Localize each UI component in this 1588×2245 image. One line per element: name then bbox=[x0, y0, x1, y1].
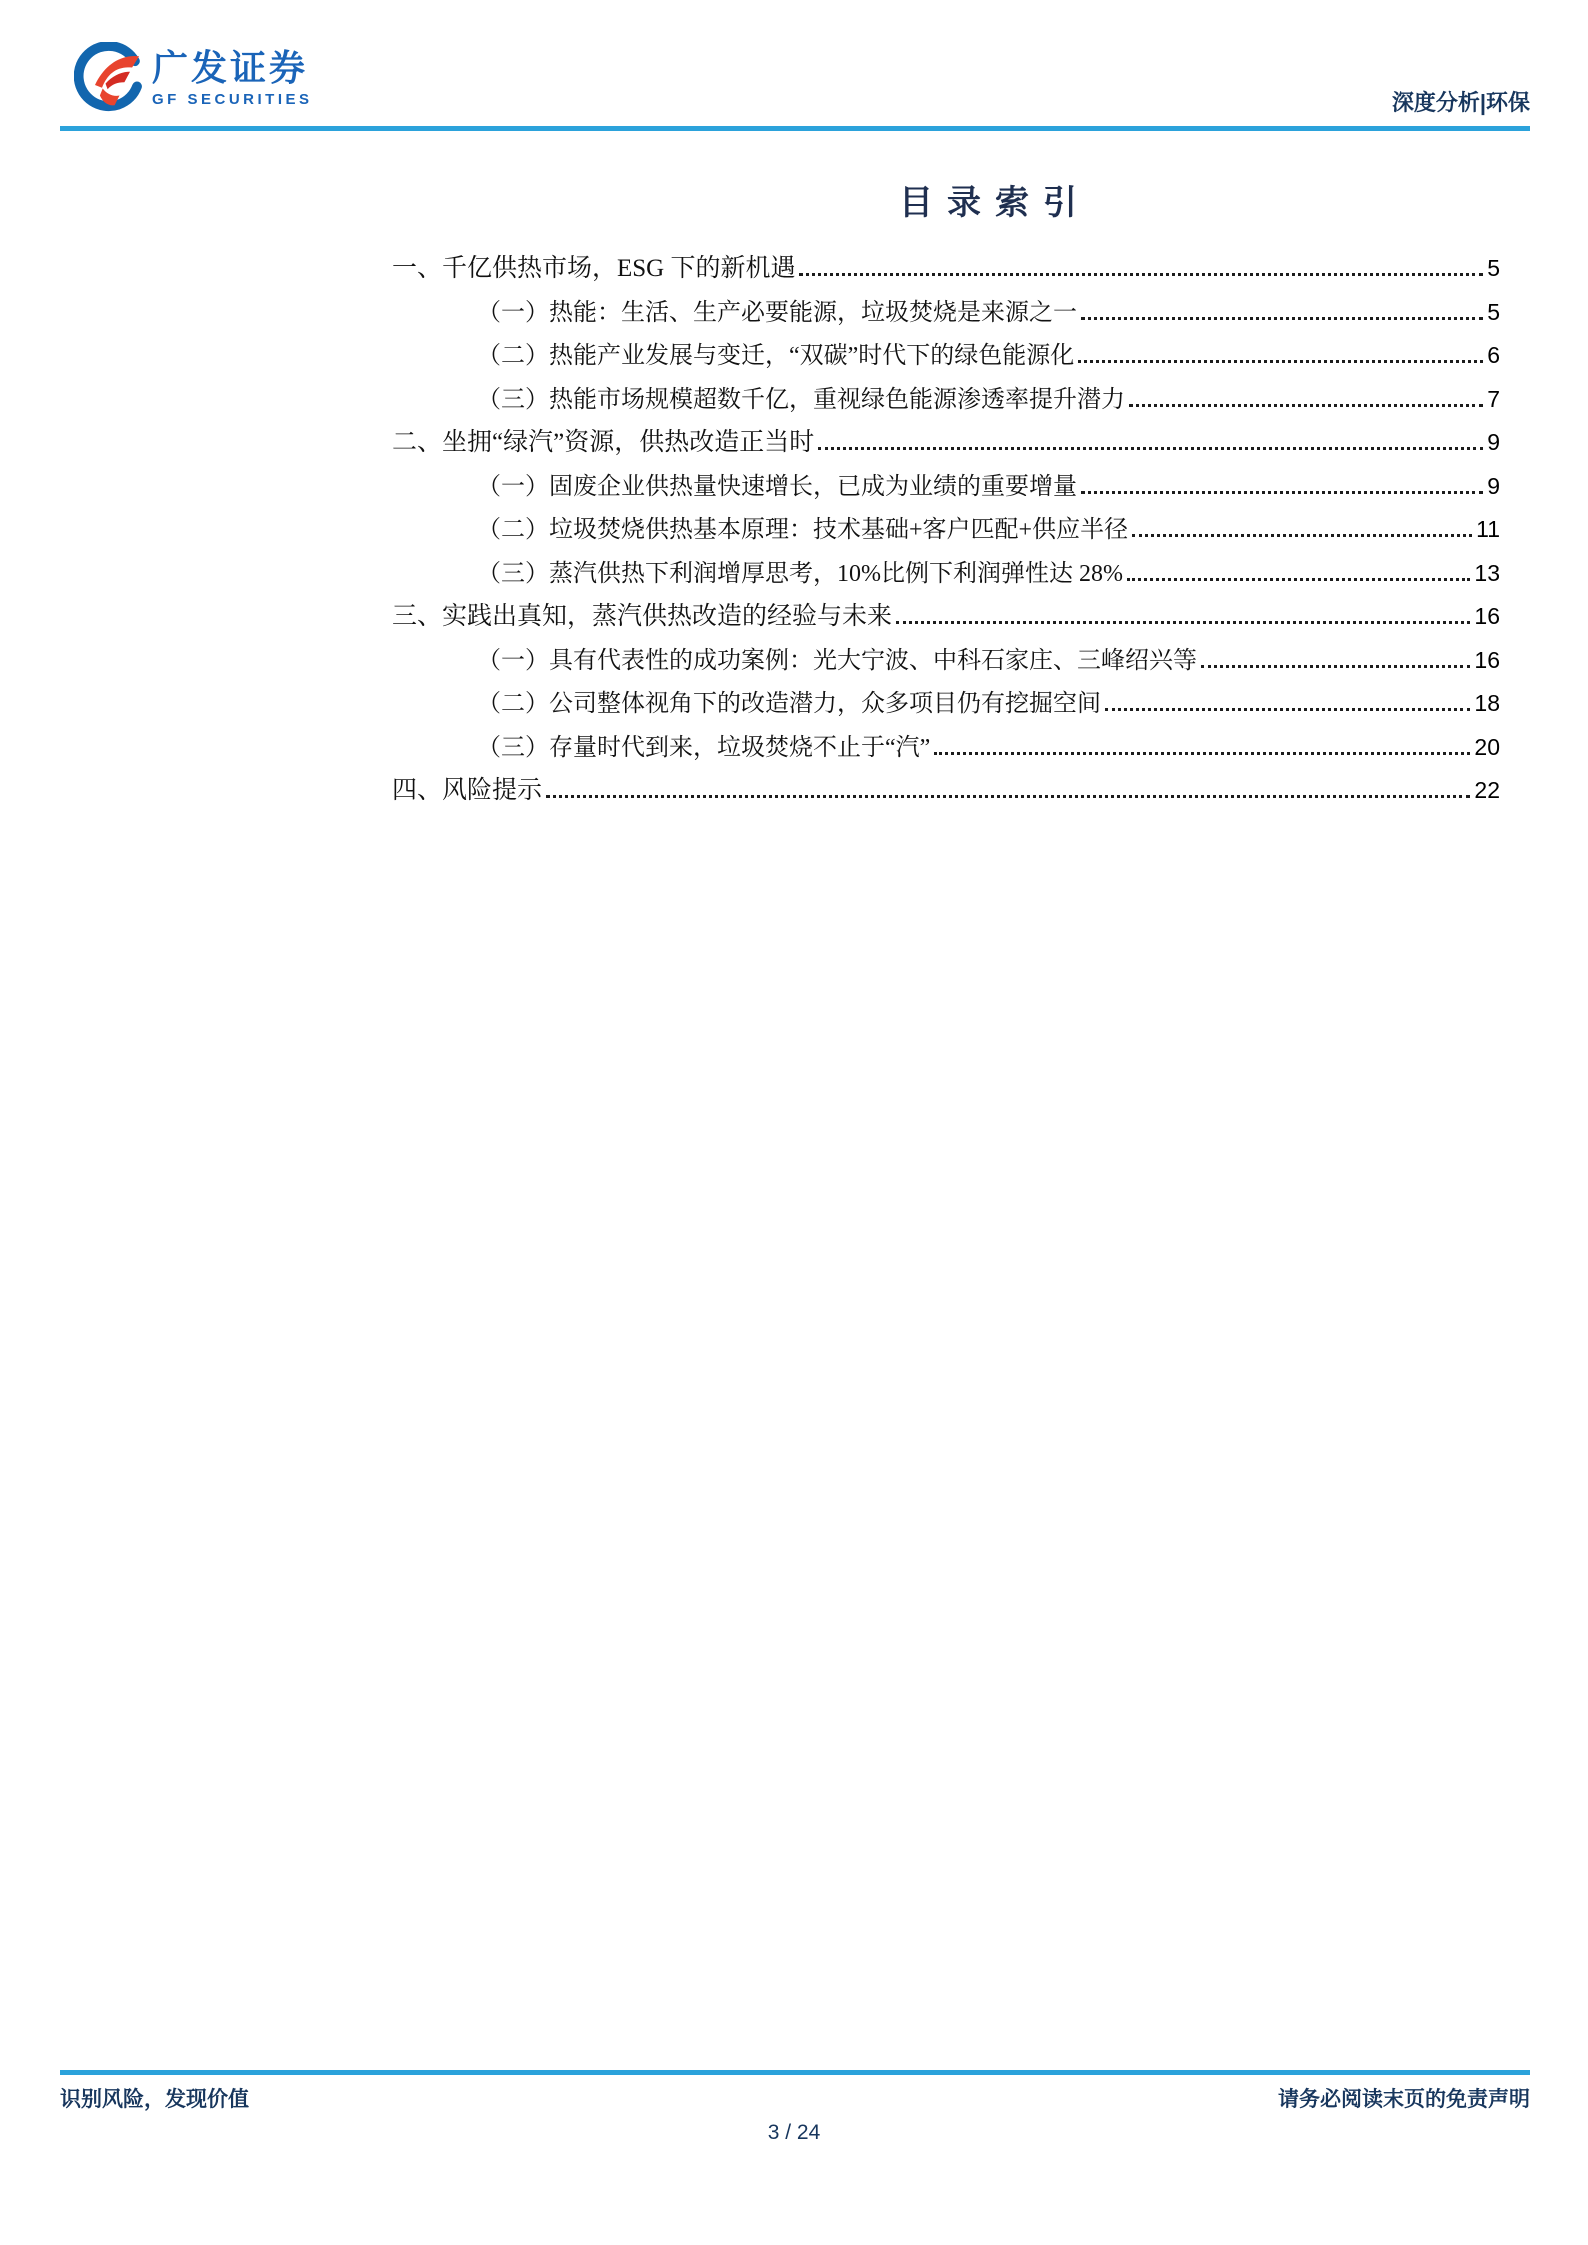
toc-entry[interactable] bbox=[392, 639, 1500, 683]
toc-entry[interactable] bbox=[392, 508, 1500, 552]
page-title: 目录索引 bbox=[899, 185, 1091, 222]
toc-entry-label: （一）具有代表性的成功案例：光大宁波、中科石家庄、三峰绍兴等 bbox=[477, 647, 1197, 674]
toc-dot-leader bbox=[934, 752, 1470, 755]
toc-entry[interactable] bbox=[392, 726, 1500, 770]
toc-dot-leader bbox=[1129, 404, 1483, 407]
toc-dot-leader bbox=[1078, 360, 1483, 363]
toc-dot-leader bbox=[1081, 317, 1483, 320]
gf-securities-logo bbox=[74, 42, 313, 114]
toc-entry-page-number: 16 bbox=[1474, 646, 1500, 673]
toc-entry-label: （三）存量时代到来，垃圾焚烧不止于“汽” bbox=[477, 734, 931, 761]
toc-entry-page-number: 16 bbox=[1474, 603, 1500, 629]
toc-dot-leader bbox=[1081, 491, 1483, 494]
toc-entry-label: （一）热能：生活、生产必要能源，垃圾焚烧是来源之一 bbox=[477, 299, 1077, 326]
toc-entry-page-number: 9 bbox=[1487, 472, 1500, 499]
footer-slogan: 识别风险，发现价值 bbox=[60, 2088, 249, 2111]
toc-entry-label: （二）垃圾焚烧供热基本原理：技术基础+客户匹配+供应半径 bbox=[477, 517, 1129, 543]
toc-entry[interactable] bbox=[392, 465, 1500, 509]
toc-entry-label: （二）热能产业发展与变迁，“双碳”时代下的绿色能源化 bbox=[477, 343, 1075, 369]
toc-dot-leader bbox=[1127, 578, 1470, 581]
toc-dot-leader bbox=[546, 795, 1470, 798]
toc-dot-leader bbox=[1105, 708, 1470, 711]
toc-dot-leader bbox=[799, 273, 1483, 276]
toc-entry[interactable] bbox=[392, 552, 1500, 596]
toc-entry[interactable] bbox=[392, 595, 1500, 639]
brand-text bbox=[152, 42, 313, 108]
footer-disclaimer-note: 请务必阅读末页的免责声明 bbox=[1278, 2088, 1530, 2111]
toc-entry[interactable] bbox=[392, 769, 1500, 813]
toc-entry-label: （三）热能市场规模超数千亿，重视绿色能源渗透率提升潜力 bbox=[477, 386, 1125, 413]
toc-entry[interactable] bbox=[392, 334, 1500, 378]
toc-dot-leader bbox=[1201, 665, 1470, 668]
toc-entry-label: 二、坐拥“绿汽”资源，供热改造正当时 bbox=[392, 429, 815, 456]
toc-entry[interactable] bbox=[392, 421, 1500, 465]
toc-entry-label: 一、千亿供热市场，ESG 下的新机遇 bbox=[392, 255, 796, 282]
report-category: 深度分析|环保 bbox=[1391, 90, 1530, 115]
toc-entry-label: 三、实践出真知，蒸汽供热改造的经验与未来 bbox=[392, 603, 893, 630]
toc-entry-page-number: 18 bbox=[1474, 690, 1500, 716]
toc-entry[interactable] bbox=[392, 378, 1500, 422]
toc-entry[interactable] bbox=[392, 682, 1500, 726]
toc-entry-page-number: 20 bbox=[1474, 733, 1500, 760]
toc-dot-leader bbox=[896, 621, 1470, 624]
toc-dot-leader bbox=[1132, 534, 1472, 537]
toc-entry-page-number: 7 bbox=[1487, 385, 1500, 412]
toc-dot-leader bbox=[818, 447, 1483, 450]
toc-entry-page-number: 9 bbox=[1487, 429, 1500, 455]
toc-list bbox=[392, 247, 1500, 813]
toc-entry-page-number: 13 bbox=[1474, 559, 1500, 586]
toc-entry-label: 四、风险提示 bbox=[392, 777, 543, 804]
toc-entry-page-number: 22 bbox=[1474, 777, 1500, 803]
toc-entry-label: （三）蒸汽供热下利润增厚思考，10%比例下利润弹性达 28% bbox=[477, 560, 1123, 587]
gf-logo-icon bbox=[74, 42, 144, 114]
page-number-indicator: 3 / 24 bbox=[767, 2121, 821, 2144]
toc-entry-page-number: 5 bbox=[1487, 255, 1500, 281]
toc-entry-label: （一）固废企业供热量快速增长，已成为业绩的重要增量 bbox=[477, 473, 1077, 500]
toc-entry-page-number: 6 bbox=[1487, 342, 1500, 368]
toc-entry[interactable] bbox=[392, 247, 1500, 291]
brand-name-en: GF SECURITIES bbox=[152, 90, 313, 108]
toc-entry-page-number: 5 bbox=[1487, 298, 1500, 325]
toc-entry-page-number: 11 bbox=[1476, 516, 1500, 542]
brand-name-cn: 广发证券 bbox=[152, 47, 309, 88]
header-divider bbox=[60, 126, 1530, 131]
toc-entry[interactable] bbox=[392, 291, 1500, 335]
footer-divider bbox=[60, 2070, 1530, 2075]
toc-entry-label: （二）公司整体视角下的改造潜力，众多项目仍有挖掘空间 bbox=[477, 691, 1101, 717]
